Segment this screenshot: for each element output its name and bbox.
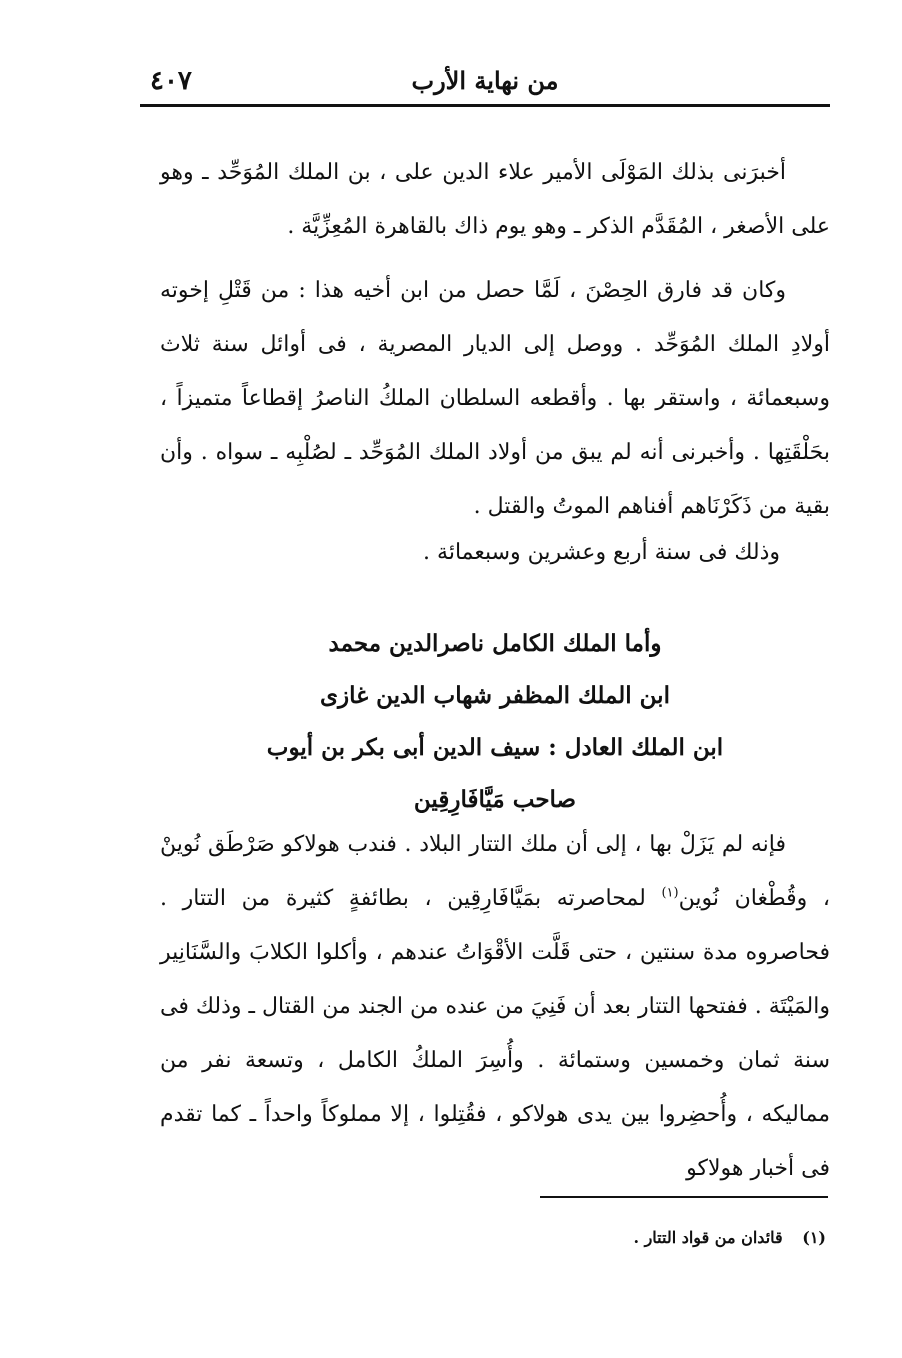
footnote-rule [540, 1196, 828, 1198]
heading-line-1: وأما الملك الكامل ناصرالدين محمد [328, 630, 662, 657]
paragraph-3-text: وذلك فى سنة أربع وعشرين وسبعمائة . [423, 540, 780, 565]
footnote-text: قائدان من قواد التتار . [633, 1228, 783, 1247]
paragraph-3 [160, 526, 830, 580]
heading-line-2: ابن الملك المظفر شهاب الدين غازى [320, 682, 670, 709]
page-number: ٤٠٧ [150, 66, 192, 96]
paragraph-4-part-1: فإنه لم يَزَلْ بها ، إلى أن ملك التتار البلاد . فندب هولاكو صَرْطَق نُوينْ ، وقُطْغان نُوين [160, 832, 830, 911]
footnote-reference: (١) [661, 885, 679, 901]
heading-line-4: صاحب مَيَّافَارِقِين [413, 786, 577, 813]
paragraph-4-part-2: لمحاصرته بمَيَّافَارِقِين ، بطائفةٍ كثيرة من التتار . فحاصروه مدة سنتين ، حتى قَلَّت الأقْوَاتُ عندهم ، وأكلوا الكلابَ والسَّنَانِير والمَيْتَة . ففتحها التتار بعد أن فَنِيَ من عنده من الجند من القتال ـ وذلك فى سنة ثمان وخمسين وستمائة . وأُسِرَ الملكُ الكامل ، وتسعة نفر من مماليكه ، وأُحضِروا بين يدى هولاكو ، فقُتِلوا ، إلا مملوكاً واحداً ـ كما تقدم فى أخبار هولاكو [160, 886, 830, 1181]
paragraph-1: أخبرَنى بذلك المَوْلَى الأمير علاء الدين على ، بن الملك المُوَحِّد ـ وهو على الأصغر ، المُقَدَّم الذكر ـ وهو يوم ذاك بالقاهرة المُعِزِّيَّة . [160, 160, 830, 239]
page-header [140, 62, 830, 102]
header-rule [140, 104, 830, 107]
paragraph-4 [160, 818, 830, 1196]
heading-line-3: ابن الملك العادل : سيف الدين أبى بكر بن أيوب [266, 734, 724, 761]
running-title: من نهاية الأرب [411, 66, 559, 95]
section-heading [160, 618, 830, 826]
paragraph-2: وكان قد فارق الحِصْنَ ، لَمَّا حصل من ابن أخيه هذا : من قَتْلِ إخوته أولادِ الملك المُوَحِّد . ووصل إلى الديار المصرية ، فى أوائل سنة ثلاث وسبعمائة ، واستقر بها . وأقطعه السلطان الملكُ الناصرُ إقطاعاً متميزاً ، بحَلْقَتِها . وأخبرنى أنه لم يبق من أولاد الملك المُوَحِّد ـ لصُلْبِه ـ سواه . وأن بقية من ذَكَرْنَاهم أفناهم الموتُ والقتل . [160, 278, 830, 519]
footnote [500, 1228, 826, 1247]
footnote-marker: (١) [802, 1228, 826, 1247]
